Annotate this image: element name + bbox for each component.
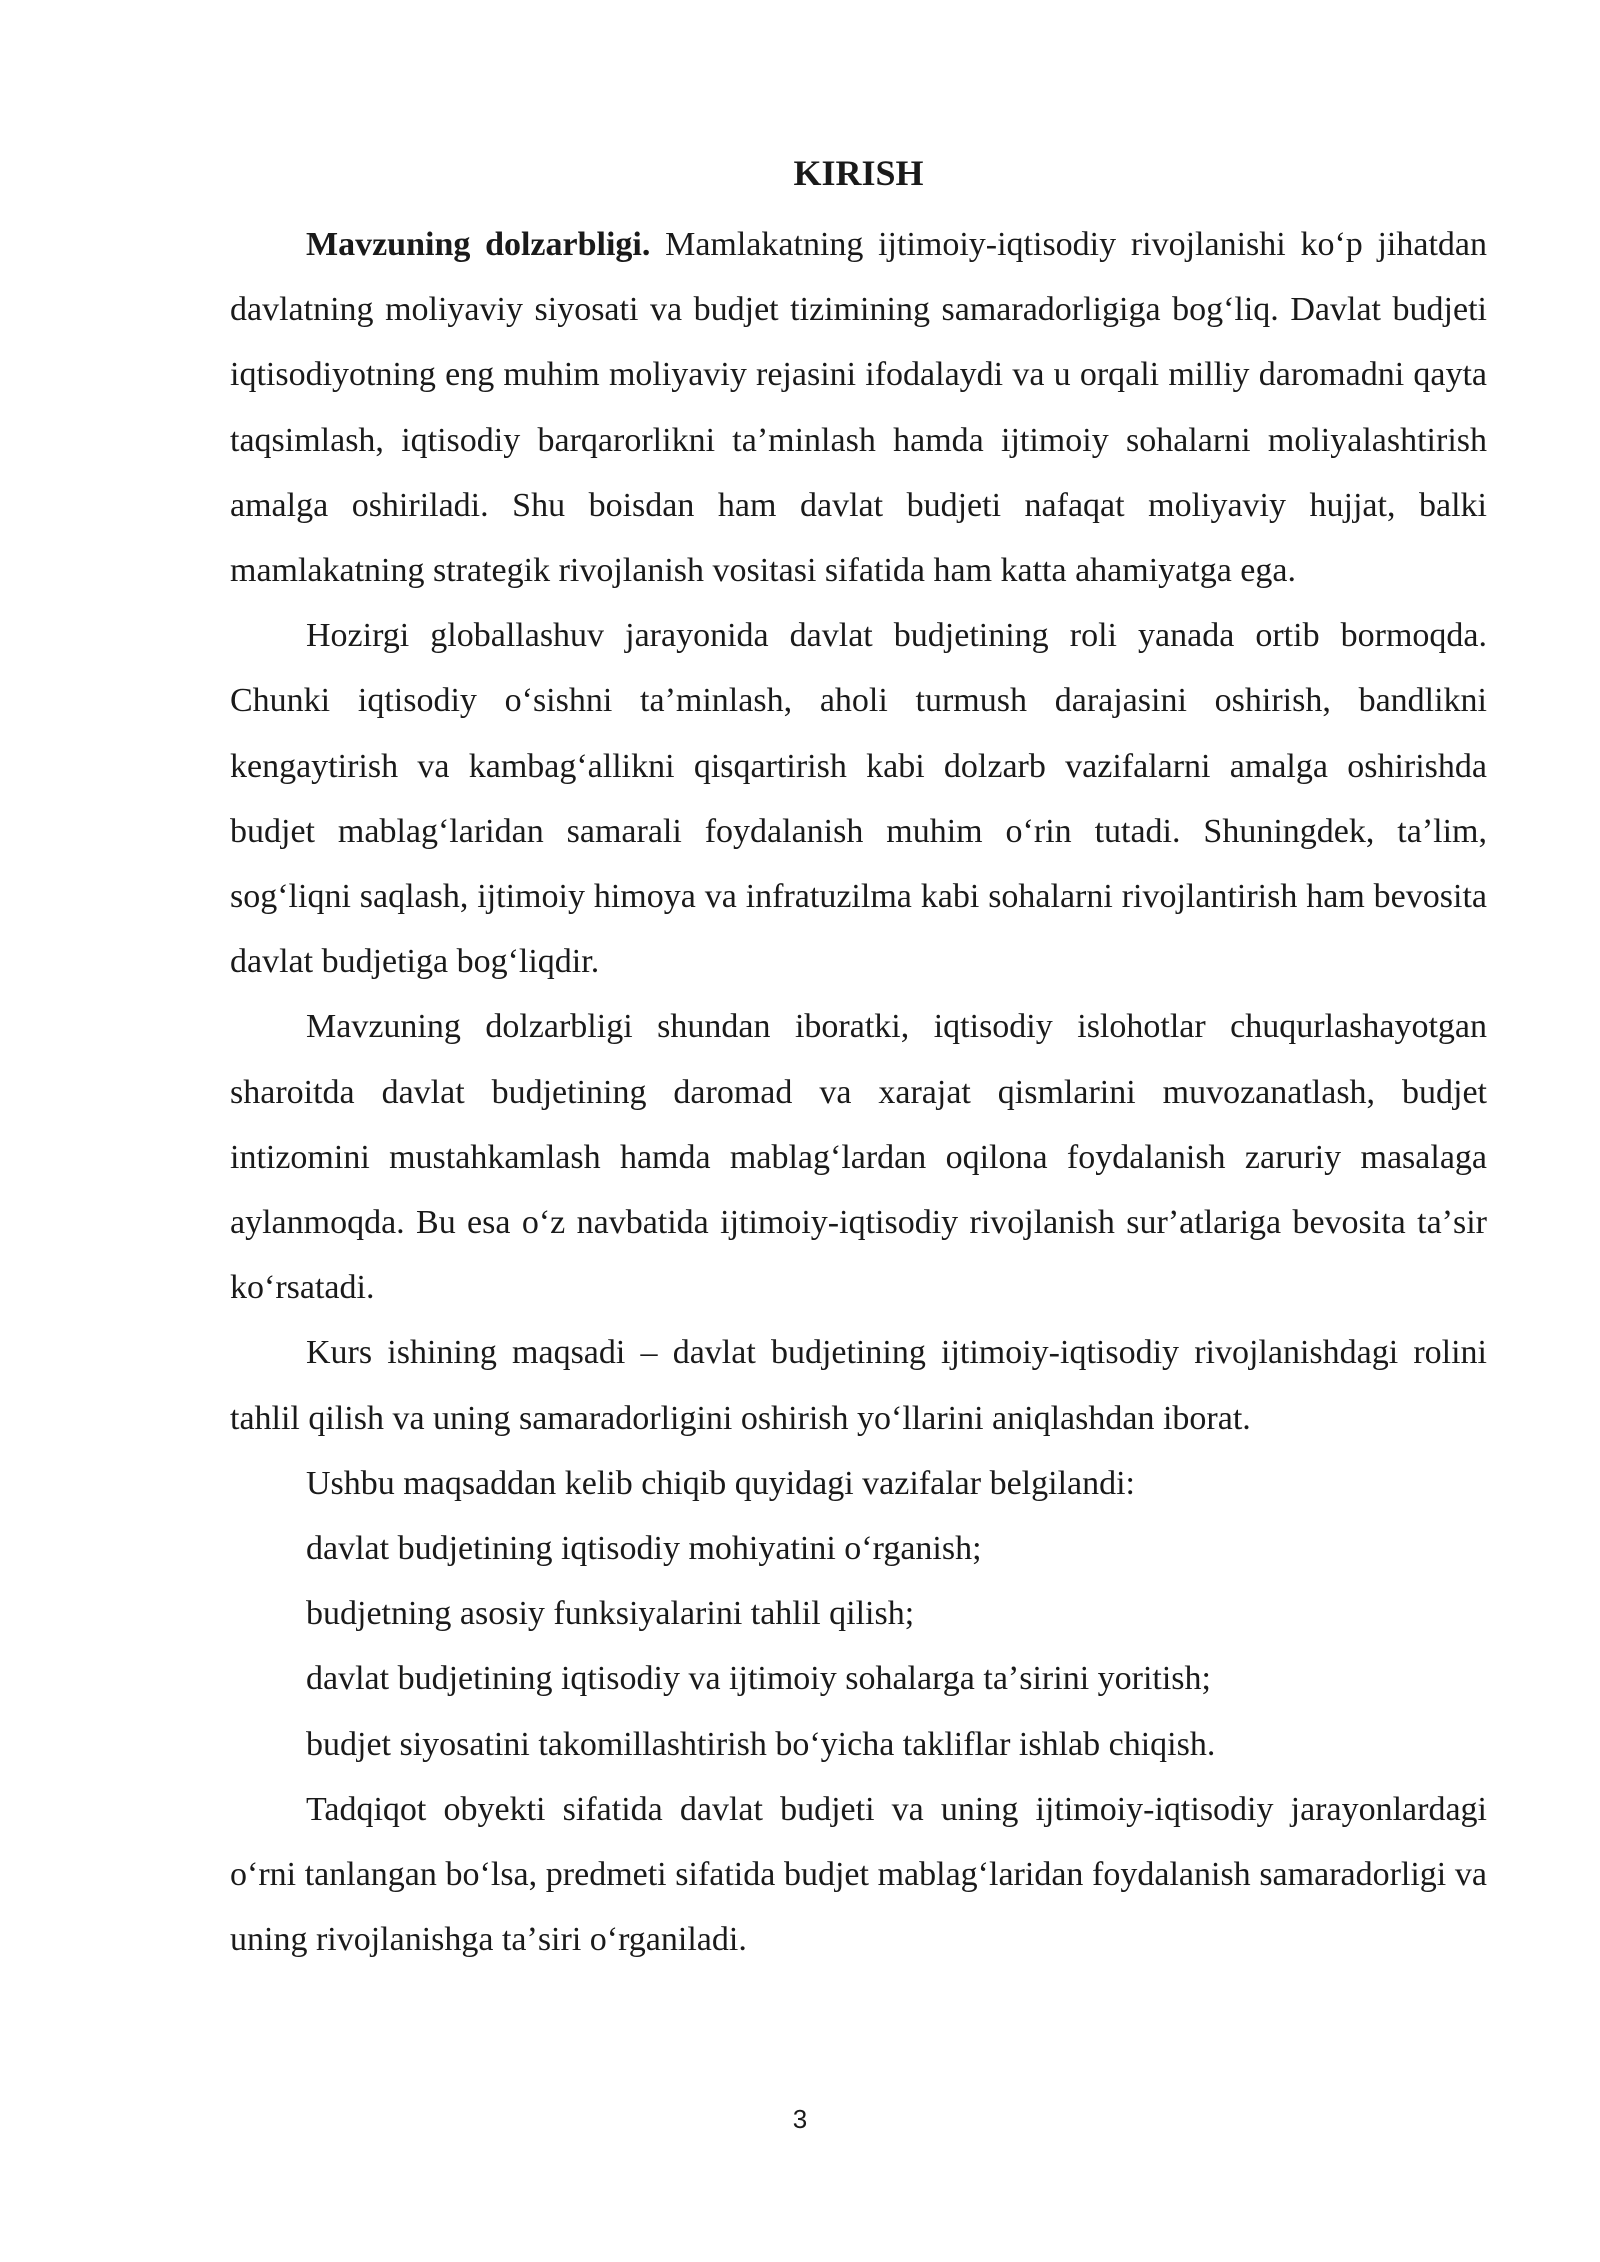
paragraph-object-subject: Tadqiqot obyekti sifatida davlat budjeti va uning ijtimoiy-iqtisodiy jarayonlardagi oʻrni tanlangan boʻlsa, predmeti sifatida budjet mablagʻlaridan foydalanish samaradorligi va uning rivojlanishga taʼsiri oʻrganiladi. (230, 1790, 1487, 1959)
task-item: budjet siyosatini takomillashtirish boʻyicha takliflar ishlab chiqish. (306, 1725, 1216, 1763)
paragraph-tasks-intro: Ushbu maqsaddan kelib chiqib quyidagi vazifalar belgilandi: (306, 1464, 1135, 1502)
page-number: 3 (792, 2104, 808, 2134)
page-body (230, 148, 1487, 1972)
paragraph-relevance (230, 212, 1487, 603)
task-item: budjetning asosiy funksiyalarini tahlil qilish; (306, 1595, 915, 1633)
paragraph-globalization: Hozirgi globallashuv jarayonida davlat budjetining roli yanada ortib bormoqda. Chunki iqtisodiy oʻsishni taʼminlash, aholi turmush darajasini oshirish, bandlikni kengaytirish va kambagʻallikni qisqartirish kabi dolzarb vazifalarni amalga oshirishda budjet mablagʻlaridan samarali foydalanish muhim oʻrin tutadi. Shuningdek, taʼlim, sogʻliqni saqlash, ijtimoiy himoya va infratuzilma kabi sohalarni rivojlantirish ham bevosita davlat budjetiga bogʻliqdir. (230, 617, 1487, 981)
task-item: davlat budjetining iqtisodiy va ijtimoiy sohalarga taʼsirini yoritish; (306, 1660, 1211, 1698)
paragraph-text: Mamlakatning ijtimoiy-iqtisodiy rivojlanishi koʻp jihatdan davlatning moliyaviy siyosati va budjet tizimining samaradorligiga bogʻliq. Davlat budjeti iqtisodiyotning eng muhim moliyaviy rejasini ifodalaydi va u orqali milliy daromadni qayta taqsimlash, iqtisodiy barqarorlikni taʼminlash hamda ijtimoiy sohalarni moliyalashtirish amalga oshiriladi. Shu boisdan ham davlat budjeti nafaqat moliyaviy hujjat, balki mamlakatning strategik rivojlanish vositasi sifatida ham katta ahamiyatga ega. (230, 226, 1488, 590)
paragraph-relevance-detail: Mavzuning dolzarbligi shundan iboratki, iqtisodiy islohotlar chuqurlashayotgan sharoitda davlat budjetining daromad va xarajat qismlarini muvozanatlash, budjet intizomini mustahkamlash hamda mablagʻlardan oqilona foydalanish zaruriy masalaga aylanmoqda. Bu esa oʻz navbatida ijtimoiy-iqtisodiy rivojlanish surʼatlariga bevosita taʼsir koʻrsatadi. (230, 1008, 1487, 1307)
task-item: davlat budjetining iqtisodiy mohiyatini oʻrganish; (306, 1530, 982, 1568)
paragraph-goal: Kurs ishining maqsadi – davlat budjetining ijtimoiy-iqtisodiy rivojlanishdagi rolini tahlil qilish va uning samaradorligini oshirish yoʻllarini aniqlashdan iborat. (230, 1334, 1487, 1437)
section-heading: KIRISH (793, 153, 924, 193)
paragraph-lead: Mavzuning dolzarbligi. (306, 226, 651, 263)
